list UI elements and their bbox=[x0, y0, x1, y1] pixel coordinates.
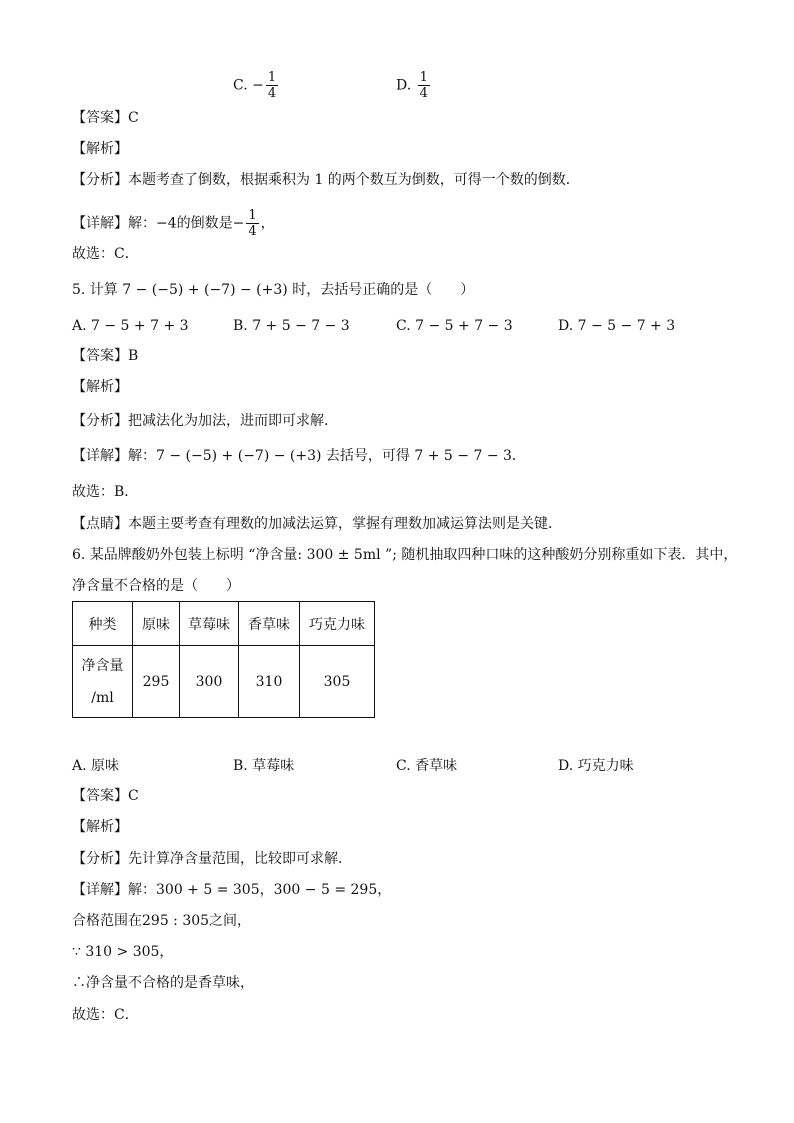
q4-option-c bbox=[233, 70, 280, 101]
q4-detail-numerator: 1 bbox=[248, 208, 257, 223]
table-header-cell: 种类 bbox=[73, 602, 133, 646]
q4-conclusion: 故选：C． bbox=[72, 246, 139, 262]
table-cell: 305 bbox=[300, 646, 375, 718]
q5-option-a: A. 7 − 5 + 7 + 3 bbox=[72, 318, 189, 334]
q5-option-c: C. 7 − 5 + 7 − 3 bbox=[396, 318, 513, 334]
q5-comment: 【点睛】本题主要考查有理数的加减法运算，掌握有理数加减运算法则是关键． bbox=[72, 516, 562, 532]
q5-option-d: D. 7 − 5 − 7 + 3 bbox=[558, 318, 676, 334]
q4-option-c-fraction bbox=[266, 70, 278, 101]
q6-because: ∵ 310 > 305， bbox=[72, 944, 174, 960]
q6-stem-line2: 净含量不合格的是（ ） bbox=[72, 578, 240, 594]
q4-jiexi-heading: 【解析】 bbox=[72, 141, 128, 157]
q6-conclusion: 故选：C． bbox=[72, 1007, 139, 1023]
q4-detail bbox=[72, 208, 275, 239]
q4-option-d-numerator: 1 bbox=[419, 70, 428, 85]
q6-stem-line1: 6. 某品牌酸奶外包装上标明 “净含量: 300 ± 5ml ”; 随机抽取四种口味的这种酸奶分别称重如下表．其中， bbox=[72, 547, 738, 563]
q6-answer: 【答案】C bbox=[72, 788, 139, 804]
q6-range: 合格范围在295 : 305之间， bbox=[72, 913, 252, 929]
q5-detail: 【详解】解：7 − (−5) + (−7) − (+3) 去括号，可得 7 + 5 − 7 − 3． bbox=[72, 448, 526, 464]
table-header-cell: 香草味 bbox=[239, 602, 300, 646]
q4-detail-fraction bbox=[246, 208, 258, 239]
q5-conclusion: 故选：B． bbox=[72, 484, 139, 500]
table-cell: 300 bbox=[180, 646, 239, 718]
q6-option-c: C. 香草味 bbox=[396, 758, 458, 774]
q5-option-b: B. 7 + 5 − 7 − 3 bbox=[233, 318, 350, 334]
q6-option-d: D. 巧克力味 bbox=[558, 758, 634, 774]
q5-stem: 5. 计算 7 − (−5) + (−7) − (+3) 时，去括号正确的是（ ） bbox=[72, 282, 475, 298]
q4-option-d-fraction bbox=[418, 70, 430, 101]
q4-answer: 【答案】C bbox=[72, 110, 139, 126]
q6-analysis: 【分析】先计算净含量范围，比较即可求解． bbox=[72, 851, 352, 867]
q6-data-table bbox=[72, 601, 375, 718]
q6-jiexi-heading: 【解析】 bbox=[72, 819, 128, 835]
table-header-cell: 巧克力味 bbox=[300, 602, 375, 646]
q4-analysis: 【分析】本题考查了倒数，根据乘积为 1 的两个数互为倒数，可得一个数的倒数． bbox=[72, 172, 580, 188]
q4-detail-suffix: ， bbox=[260, 215, 275, 232]
q4-option-d bbox=[396, 70, 432, 101]
q4-option-d-denominator: 4 bbox=[419, 86, 428, 101]
q4-option-c-label: C. bbox=[233, 77, 248, 94]
q4-option-c-denominator: 4 bbox=[267, 86, 277, 101]
table-header-row bbox=[73, 602, 375, 646]
q5-jiexi-heading: 【解析】 bbox=[72, 379, 128, 395]
table-cell: 310 bbox=[239, 646, 300, 718]
q5-answer: 【答案】B bbox=[72, 348, 139, 364]
q6-detail: 【详解】解：300 + 5 = 305，300 − 5 = 295， bbox=[72, 882, 392, 898]
q5-analysis: 【分析】把减法化为加法，进而即可求解． bbox=[72, 413, 338, 429]
q4-detail-denominator: 4 bbox=[248, 224, 257, 239]
table-cell: 295 bbox=[133, 646, 180, 718]
q4-option-c-sign: − bbox=[252, 77, 264, 94]
q6-option-a: A. 原味 bbox=[72, 758, 120, 774]
table-row bbox=[73, 646, 375, 718]
row-label-line2: /ml bbox=[91, 689, 114, 706]
row-label-line1: 净含量 bbox=[81, 657, 124, 674]
q6-therefore: ∴净含量不合格的是香草味， bbox=[72, 975, 254, 991]
q6-option-b: B. 草莓味 bbox=[233, 758, 295, 774]
q4-detail-prefix: 【详解】解：−4的倒数是− bbox=[72, 215, 245, 232]
table-header-cell: 草莓味 bbox=[180, 602, 239, 646]
q4-option-c-numerator: 1 bbox=[267, 70, 277, 85]
table-row-label bbox=[73, 646, 133, 718]
q4-option-d-label: D. bbox=[396, 77, 412, 94]
table-header-cell: 原味 bbox=[133, 602, 180, 646]
